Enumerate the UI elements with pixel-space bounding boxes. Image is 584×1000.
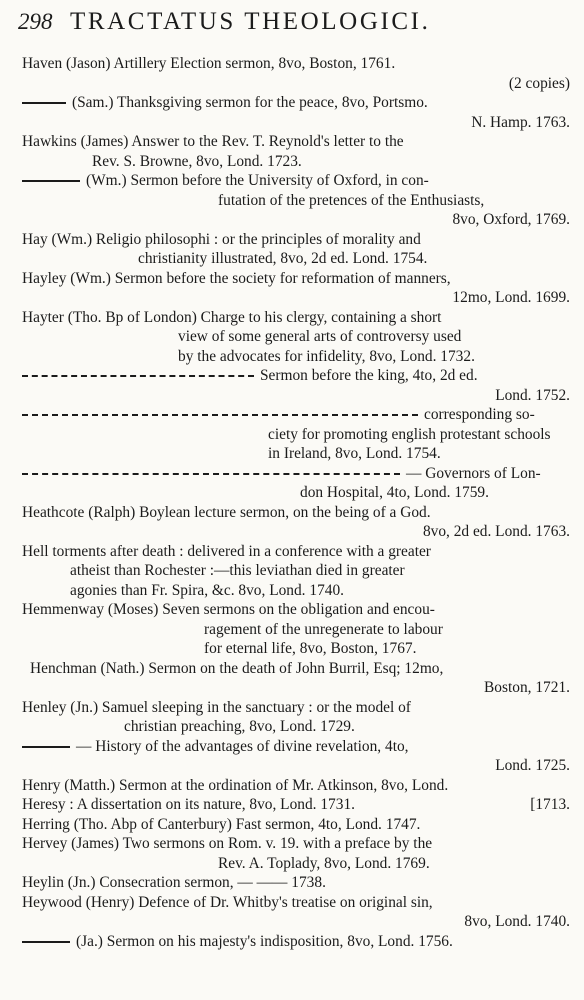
- entry-heathcote-ralph: [0, 503, 584, 542]
- entry-hemmenway-moses: [0, 600, 584, 659]
- entry-hawkins-james: [0, 132, 584, 171]
- entry-hell-torments: [0, 542, 584, 601]
- entry-heywood-ja: [0, 932, 584, 952]
- entry-hayter-corresponding-society: [0, 405, 584, 464]
- entry-text: Henley (Jn.) Samuel sleeping in the sanctuary : or the model of: [22, 698, 411, 716]
- page-number: 298: [18, 9, 53, 34]
- entry-imprint: in Ireland, 8vo, Lond. 1754.: [268, 445, 441, 462]
- entry-text: Heathcote (Ralph) Boylean lecture sermon, on the being of a God.: [22, 503, 431, 521]
- entry-henry-matth: [0, 776, 584, 796]
- entry-imprint: agonies than Fr. Spira, &c. 8vo, Lond. 1740.: [70, 581, 345, 599]
- entry-text: (Sam.) Thanksgiving sermon for the peace, 8vo, Portsmo.: [72, 94, 428, 111]
- entry-imprint: christianity illustrated, 8vo, 2d ed. Lond. 1754.: [138, 250, 428, 267]
- entry-text: — History of the advantages of divine revelation, 4to,: [76, 737, 409, 755]
- entry-text: Haven (Jason) Artillery Election sermon, 8vo, Boston, 1761.: [22, 55, 396, 72]
- entry-henley-history: [0, 737, 584, 776]
- entry-text: Heresy : A dissertation on its nature, 8vo, Lond. 1731.: [22, 796, 355, 813]
- entry-text: Herring (Tho. Abp of Canterbury) Fast sermon, 4to, Lond. 1747.: [22, 815, 421, 833]
- entry-imprint: 12mo, Lond. 1699.: [452, 289, 570, 306]
- entry-henchman-nath: [0, 659, 584, 698]
- entry-imprint: N. Hamp. 1763.: [471, 113, 570, 131]
- entry-heylin-jn: [0, 873, 584, 893]
- entry-text: Henchman (Nath.) Sermon on the death of John Burril, Esq; 12mo,: [30, 659, 444, 677]
- entry-text: Hayley (Wm.) Sermon before the society for reformation of manners,: [22, 269, 451, 287]
- ditto-dash: [22, 375, 254, 377]
- entry-hayter-governors: [0, 464, 584, 503]
- entry-imprint: 8vo, Oxford, 1769.: [452, 211, 570, 228]
- entry-hayter-sermon-king: [0, 366, 584, 405]
- entry-hayley-wm: [0, 269, 584, 308]
- entry-imprint: don Hospital, 4to, Lond. 1759.: [300, 484, 489, 501]
- entry-haven-jason: [0, 54, 584, 93]
- entry-imprint: 8vo, Lond. 1740.: [464, 913, 570, 930]
- entry-text-cont: view of some general arts of controversy used: [178, 328, 462, 345]
- entry-copies-note: (2 copies): [508, 74, 570, 92]
- entry-text: Hervey (James) Two sermons on Rom. v. 19. with a preface by the: [22, 835, 433, 852]
- page-title: TRACTATUS THEOLOGICI.: [70, 8, 431, 35]
- entry-hayter-tho: [0, 308, 584, 367]
- entry-text: Hayter (Tho. Bp of London) Charge to his clergy, containing a short: [22, 308, 442, 326]
- entry-hay-wm: [0, 230, 584, 269]
- entry-imprint: 8vo, 2d ed. Lond. 1763.: [422, 523, 570, 540]
- entry-imprint: for eternal life, 8vo, Boston, 1767.: [204, 640, 417, 657]
- entry-text: Hemmenway (Moses) Seven sermons on the obligation and encou-: [22, 601, 435, 618]
- entry-heywood-henry: [0, 893, 584, 932]
- catalogue-entries: [0, 54, 584, 951]
- entry-text: Hay (Wm.) Religio philosophi : or the principles of morality and: [22, 230, 421, 248]
- ditto-dash: [22, 473, 400, 475]
- entry-heresy: [0, 795, 584, 815]
- entry-imprint: by the advocates for infidelity, 8vo, Lond. 1732.: [178, 347, 475, 365]
- entry-text: — Governors of Lon-: [406, 464, 541, 482]
- ditto-dash: [22, 180, 80, 182]
- entry-imprint: Lond. 1725.: [495, 757, 570, 774]
- entry-carryover-date: [1713.: [530, 796, 570, 813]
- entry-text: corresponding so-: [424, 406, 535, 423]
- entry-imprint: Lond. 1752.: [495, 386, 570, 404]
- entry-text: Hell torments after death : delivered in a conference with a greater: [22, 542, 431, 560]
- entry-imprint: christian preaching, 8vo, Lond. 1729.: [124, 718, 355, 735]
- entry-hervey-james: [0, 834, 584, 873]
- entry-hawkins-wm: [0, 171, 584, 230]
- entry-imprint: Boston, 1721.: [484, 679, 570, 696]
- entry-text: (Wm.) Sermon before the University of Oxford, in con-: [86, 172, 429, 189]
- entry-herring-tho: [0, 815, 584, 835]
- entry-text: Heylin (Jn.) Consecration sermon, — —— 1738.: [22, 874, 326, 891]
- entry-text-cont: ragement of the unregenerate to labour: [204, 620, 443, 638]
- entry-text-cont: atheist than Rochester :—this leviathan died in greater: [70, 562, 405, 579]
- entry-imprint: Rev. A. Toplady, 8vo, Lond. 1769.: [218, 854, 430, 872]
- entry-text: Heywood (Henry) Defence of Dr. Whitby's treatise on original sin,: [22, 893, 433, 911]
- entry-text: Henry (Matth.) Sermon at the ordination of Mr. Atkinson, 8vo, Lond.: [22, 776, 449, 794]
- ditto-dash: [22, 941, 70, 943]
- entry-henley-jn: [0, 698, 584, 737]
- ditto-dash: [22, 414, 418, 416]
- ditto-dash: [22, 102, 66, 104]
- entry-text: (Ja.) Sermon on his majesty's indisposition, 8vo, Lond. 1756.: [76, 932, 453, 950]
- entry-imprint: Rev. S. Browne, 8vo, Lond. 1723.: [92, 152, 302, 170]
- entry-text-cont: ciety for promoting english protestant schools: [268, 425, 551, 443]
- entry-text: Sermon before the king, 4to, 2d ed.: [260, 367, 478, 384]
- entry-haven-sam: [0, 93, 584, 132]
- entry-text: Hawkins (James) Answer to the Rev. T. Reynold's letter to the: [22, 133, 404, 150]
- ditto-dash: [22, 746, 70, 748]
- entry-text-cont: futation of the pretences of the Enthusiasts,: [218, 191, 485, 209]
